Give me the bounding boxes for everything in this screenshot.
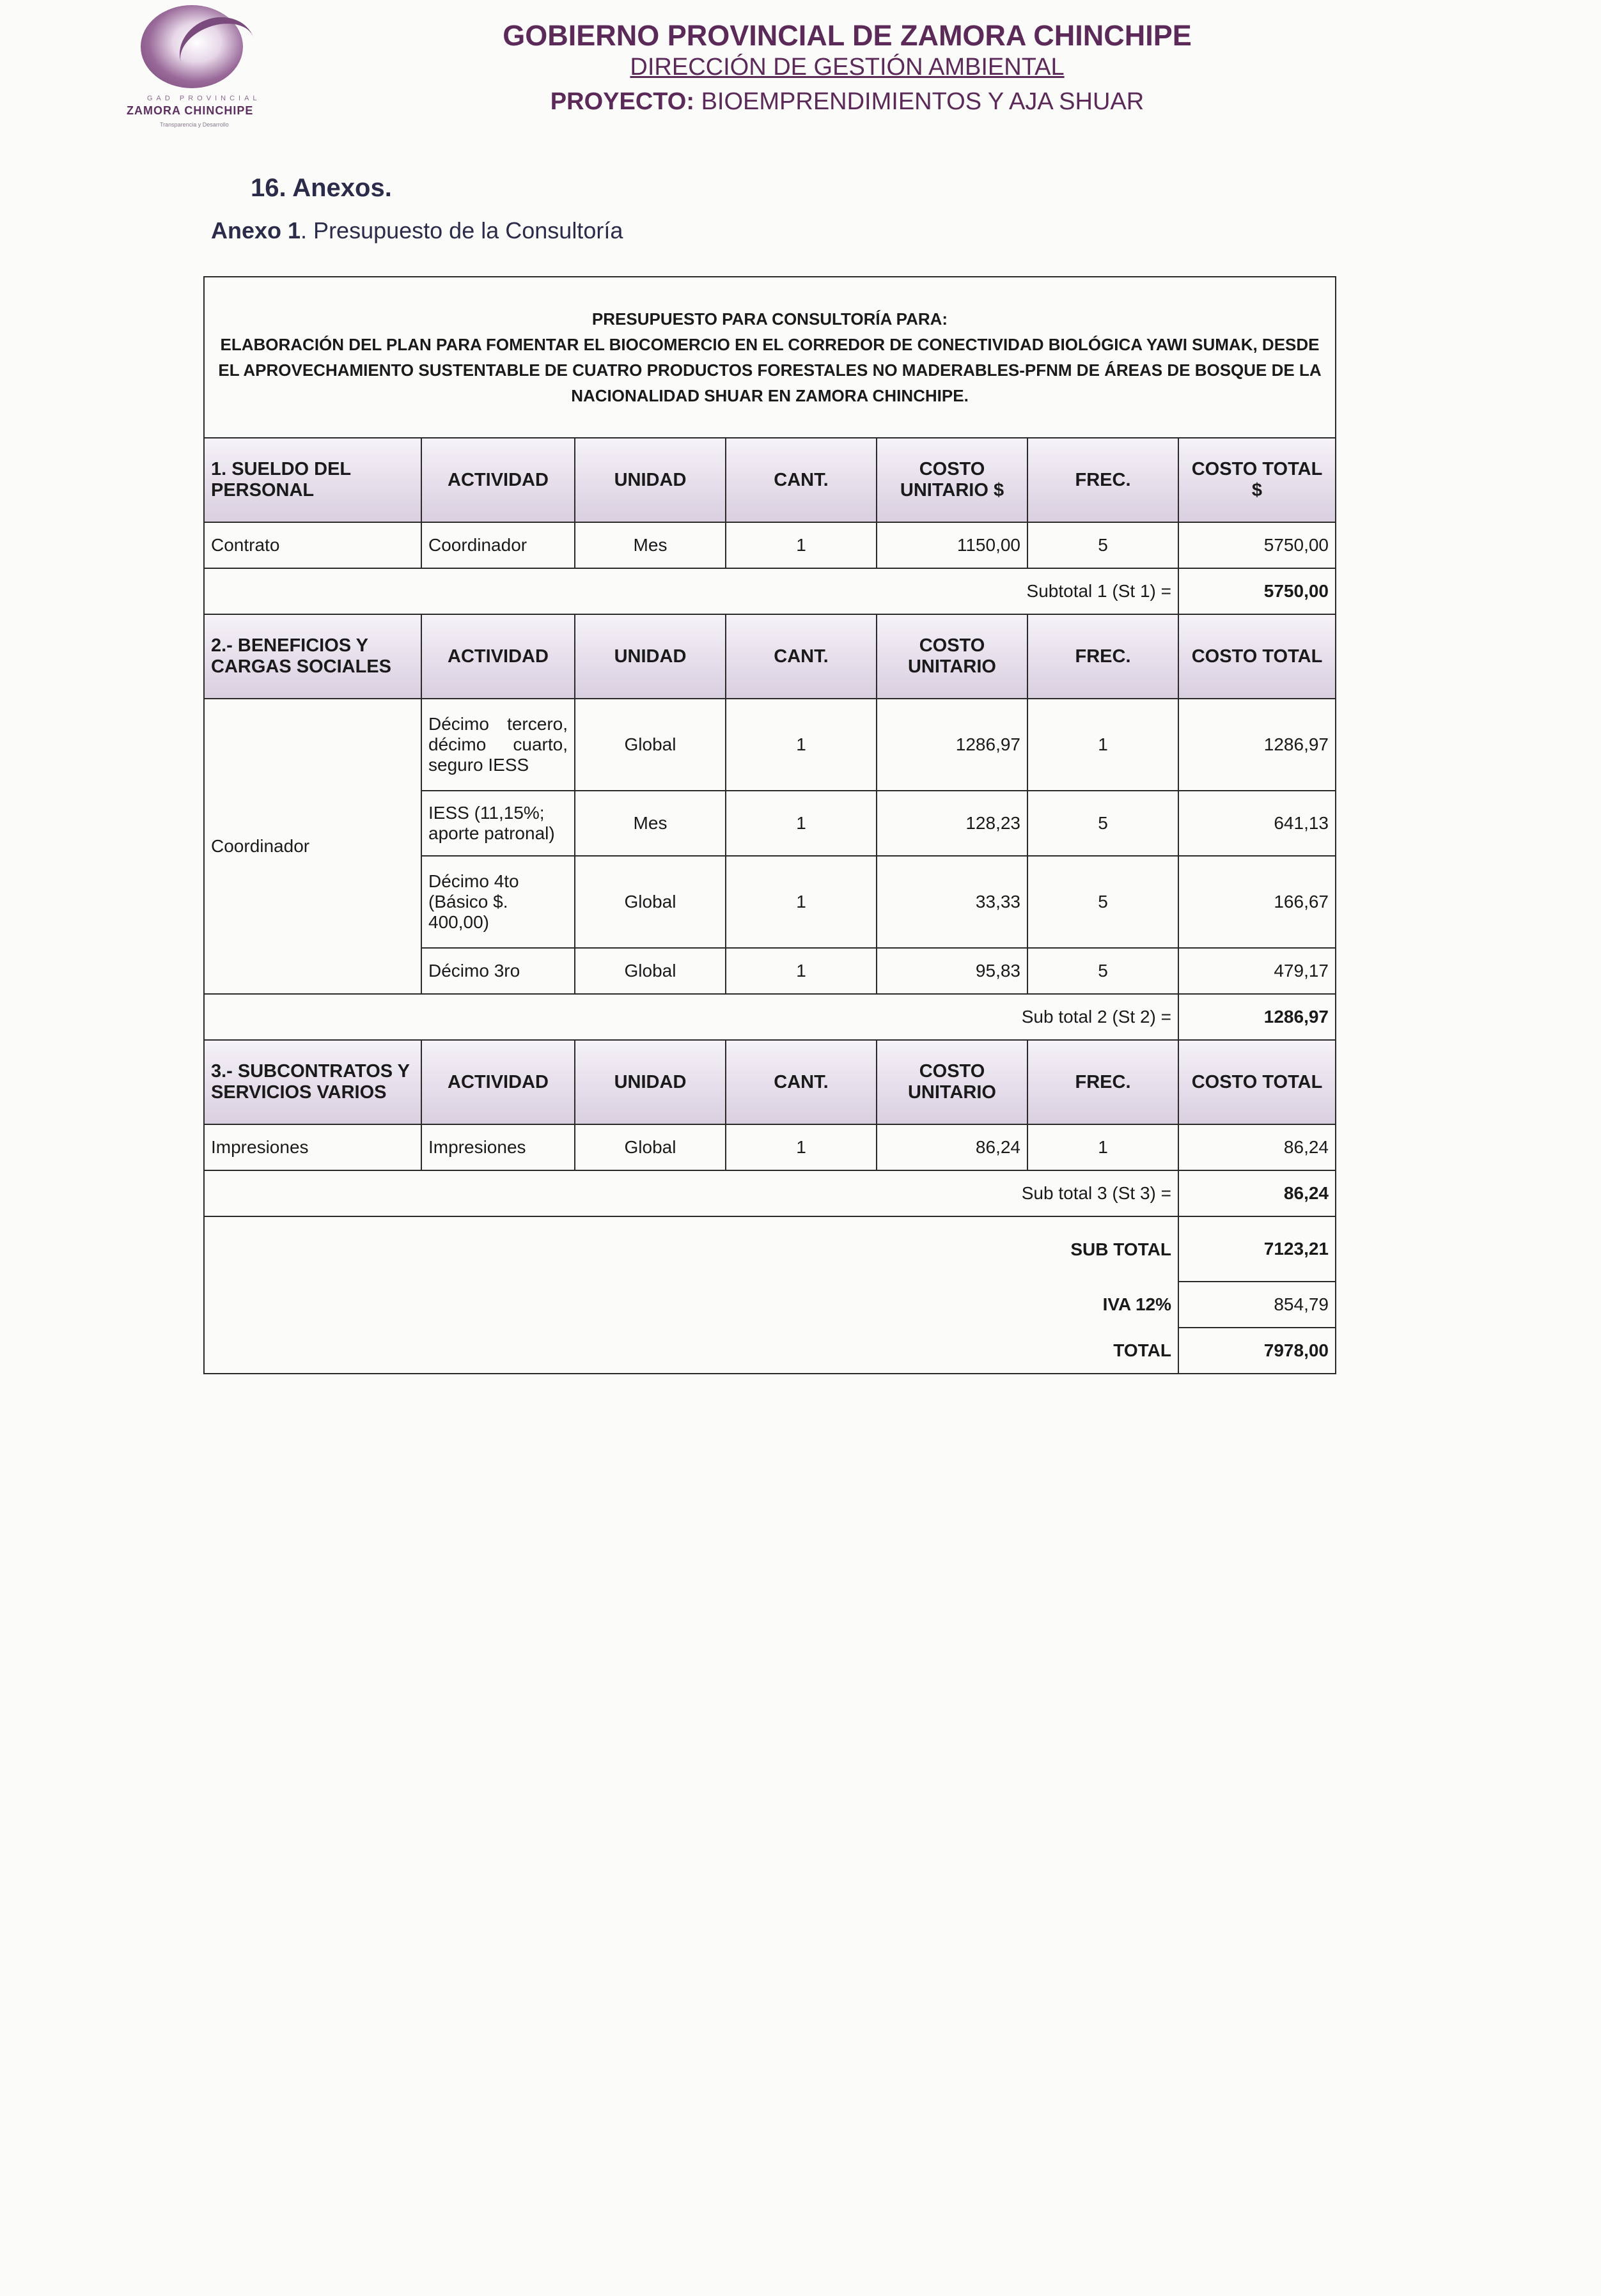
table-row	[204, 522, 1336, 568]
table-title-line2: ELABORACIÓN DEL PLAN PARA FOMENTAR EL BIOCOMERCIO EN EL CORREDOR DE CONECTIVIDAD BIOLÓGICA YAWI SUMAK, DESDE EL APROVECHAMIENTO SUSTENTABLE DE CUATRO PRODUCTOS FORESTALES NO MADERABLES-PFNM DE ÁREAS DE BOSQUE DE LA NACIONALIDAD SHUAR EN ZAMORA CHINCHIPE.	[218, 335, 1322, 405]
summary-subtotal-label: SUB TOTAL	[204, 1216, 1178, 1282]
header-government: GOBIERNO PROVINCIAL DE ZAMORA CHINCHIPE	[503, 19, 1192, 52]
col-actividad: ACTIVIDAD	[421, 438, 575, 522]
subtotal2-label: Sub total 2 (St 2) =	[204, 994, 1178, 1040]
col-frec: FREC.	[1027, 1040, 1178, 1124]
row-costo: 1286,97	[877, 699, 1027, 791]
row-cant: 1	[726, 522, 877, 568]
row-total: 479,17	[1178, 948, 1336, 994]
summary-subtotal-row	[204, 1216, 1336, 1282]
col-costo-unitario: COSTO UNITARIO	[877, 614, 1027, 699]
col-costo-unitario: COSTO UNITARIO	[877, 1040, 1027, 1124]
header-project-name: BIOEMPRENDIMIENTOS Y AJA SHUAR	[694, 88, 1144, 115]
row-frec: 5	[1027, 791, 1178, 856]
row-actividad: Décimo 3ro	[421, 948, 575, 994]
logo-name: ZAMORA CHINCHIPE	[127, 104, 254, 117]
row-costo: 95,83	[877, 948, 1027, 994]
logo-tagline: Transparencia y Desarrollo	[160, 121, 229, 128]
header-project-label: PROYECTO:	[550, 88, 695, 115]
logo-small-text: GAD PROVINCIAL	[147, 95, 261, 102]
col-costo-total: COSTO TOTAL	[1178, 614, 1336, 699]
row-cant: 1	[726, 699, 877, 791]
section2-header-row	[204, 614, 1336, 699]
section1-label: 1. SUELDO DEL PERSONAL	[204, 438, 421, 522]
table-title-line1: PRESUPUESTO PARA CONSULTORÍA PARA:	[591, 309, 948, 329]
header-project	[448, 88, 1247, 116]
col-costo-unitario: COSTO UNITARIO $	[877, 438, 1027, 522]
row-frec: 5	[1027, 856, 1178, 948]
col-cant: CANT.	[726, 614, 877, 699]
row-unidad: Global	[575, 856, 726, 948]
row-item: Impresiones	[204, 1124, 421, 1170]
section3-header-row	[204, 1040, 1336, 1124]
table-row	[204, 1124, 1336, 1170]
subtotal2-value: 1286,97	[1178, 994, 1336, 1040]
row-item: Contrato	[204, 522, 421, 568]
row-cant: 1	[726, 948, 877, 994]
row-frec: 5	[1027, 948, 1178, 994]
row-unidad: Global	[575, 1124, 726, 1170]
row-total: 1286,97	[1178, 699, 1336, 791]
row-costo: 1150,00	[877, 522, 1027, 568]
col-frec: FREC.	[1027, 614, 1178, 699]
annex-text: . Presupuesto de la Consultoría	[301, 217, 623, 244]
subtotal1-row	[204, 568, 1336, 614]
col-frec: FREC.	[1027, 438, 1178, 522]
subtotal1-value: 5750,00	[1178, 568, 1336, 614]
row-actividad: Décimo tercero, décimo cuarto, seguro IESS	[421, 699, 575, 791]
annex-title	[211, 217, 623, 244]
row-actividad: Coordinador	[421, 522, 575, 568]
section-title: 16. Anexos.	[251, 174, 392, 202]
table-row	[204, 699, 1336, 791]
table-title	[204, 277, 1336, 438]
row-unidad: Mes	[575, 522, 726, 568]
summary-iva-label: IVA 12%	[204, 1282, 1178, 1328]
summary-total-row	[204, 1328, 1336, 1374]
provincial-logo	[121, 5, 288, 133]
row-cant: 1	[726, 791, 877, 856]
col-unidad: UNIDAD	[575, 438, 726, 522]
summary-subtotal-value: 7123,21	[1178, 1216, 1336, 1282]
row-cant: 1	[726, 856, 877, 948]
subtotal3-value: 86,24	[1178, 1170, 1336, 1216]
section1-header-row	[204, 438, 1336, 522]
table-title-row	[204, 277, 1336, 438]
row-cant: 1	[726, 1124, 877, 1170]
row-actividad: Impresiones	[421, 1124, 575, 1170]
header-department: DIRECCIÓN DE GESTIÓN AMBIENTAL	[630, 54, 1065, 81]
section2-label: 2.- BENEFICIOS Y CARGAS SOCIALES	[204, 614, 421, 699]
row-costo: 128,23	[877, 791, 1027, 856]
row-unidad: Global	[575, 699, 726, 791]
subtotal3-label: Sub total 3 (St 3) =	[204, 1170, 1178, 1216]
row-unidad: Global	[575, 948, 726, 994]
summary-iva-value: 854,79	[1178, 1282, 1336, 1328]
col-unidad: UNIDAD	[575, 1040, 726, 1124]
row-total: 166,67	[1178, 856, 1336, 948]
budget-table	[203, 276, 1336, 1374]
subtotal2-row	[204, 994, 1336, 1040]
row-total: 5750,00	[1178, 522, 1336, 568]
section2-item: Coordinador	[204, 699, 421, 994]
row-costo: 86,24	[877, 1124, 1027, 1170]
col-costo-total: COSTO TOTAL	[1178, 1040, 1336, 1124]
row-actividad: IESS (11,15%; aporte patronal)	[421, 791, 575, 856]
col-actividad: ACTIVIDAD	[421, 614, 575, 699]
summary-total-value: 7978,00	[1178, 1328, 1336, 1374]
section3-label: 3.- SUBCONTRATOS Y SERVICIOS VARIOS	[204, 1040, 421, 1124]
annex-label: Anexo 1	[211, 217, 301, 244]
row-frec: 1	[1027, 1124, 1178, 1170]
row-frec: 5	[1027, 522, 1178, 568]
col-cant: CANT.	[726, 438, 877, 522]
summary-total-label: TOTAL	[204, 1328, 1178, 1374]
row-total: 86,24	[1178, 1124, 1336, 1170]
row-frec: 1	[1027, 699, 1178, 791]
col-actividad: ACTIVIDAD	[421, 1040, 575, 1124]
col-unidad: UNIDAD	[575, 614, 726, 699]
subtotal1-label: Subtotal 1 (St 1) =	[204, 568, 1178, 614]
col-costo-total: COSTO TOTAL $	[1178, 438, 1336, 522]
subtotal3-row	[204, 1170, 1336, 1216]
col-cant: CANT.	[726, 1040, 877, 1124]
row-total: 641,13	[1178, 791, 1336, 856]
row-actividad: Décimo 4to (Básico $. 400,00)	[421, 856, 575, 948]
summary-iva-row	[204, 1282, 1336, 1328]
row-unidad: Mes	[575, 791, 726, 856]
row-costo: 33,33	[877, 856, 1027, 948]
